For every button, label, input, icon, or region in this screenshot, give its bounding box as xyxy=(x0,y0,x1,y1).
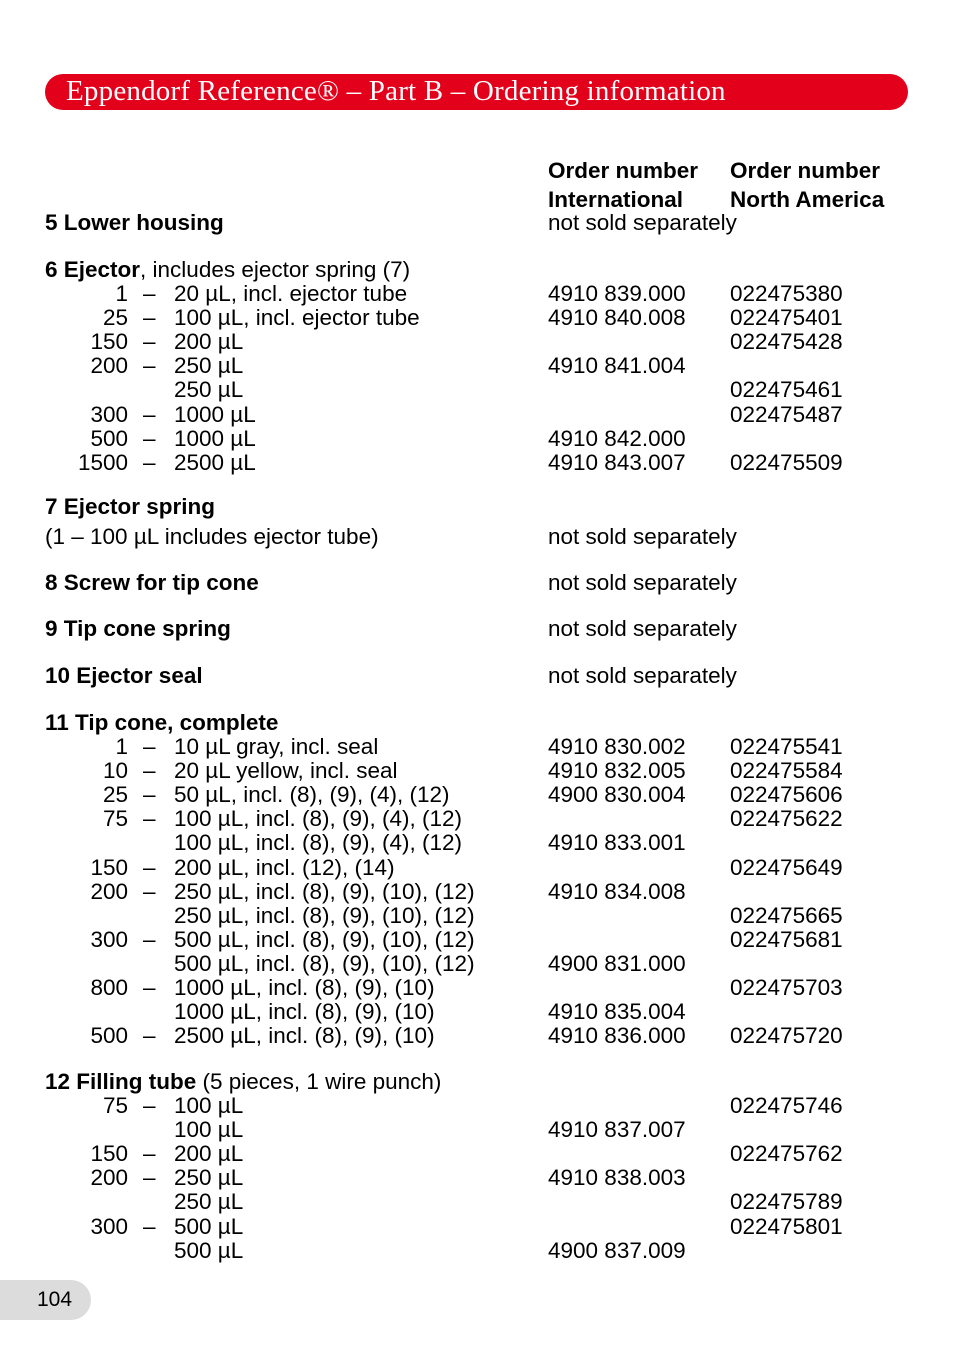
volume-from: 1 xyxy=(115,281,128,306)
table-row xyxy=(0,1239,954,1263)
section-title-text: 12 Filling tube xyxy=(45,1069,197,1094)
volume-from: 1 xyxy=(115,734,128,759)
section-note: , includes ejector spring (7) xyxy=(140,257,411,282)
table-row xyxy=(0,427,954,451)
part-description: 500 µL, incl. (8), (9), (10), (12) xyxy=(174,951,475,976)
availability-text: not sold separately xyxy=(548,616,737,641)
range-dash: – xyxy=(143,1141,156,1166)
availability-text: not sold separately xyxy=(548,524,737,549)
volume-from: 200 xyxy=(90,1165,128,1190)
section-title-row xyxy=(0,711,954,735)
order-number-international: 4910 843.007 xyxy=(548,450,686,475)
part-description: 250 µL xyxy=(174,377,244,402)
order-number-north-america: 022475703 xyxy=(730,975,843,1000)
volume-from: 500 xyxy=(90,1023,128,1048)
table-row xyxy=(0,1142,954,1166)
volume-from: 500 xyxy=(90,426,128,451)
table-row xyxy=(0,880,954,904)
table-row xyxy=(0,1166,954,1190)
column-header-line: Order number xyxy=(548,158,699,183)
order-number-international: 4910 839.000 xyxy=(548,281,686,306)
availability-text: not sold separately xyxy=(548,210,737,235)
range-dash: – xyxy=(143,782,156,807)
page-number: 104 xyxy=(37,1288,73,1311)
table-row xyxy=(0,354,954,378)
part-description: 1000 µL xyxy=(174,402,256,427)
volume-from: 300 xyxy=(90,1214,128,1239)
table-row xyxy=(0,904,954,928)
part-description: 100 µL, incl. (8), (9), (4), (12) xyxy=(174,806,463,831)
part-description: 250 µL xyxy=(174,1189,244,1214)
part-description: 10 µL gray, incl. seal xyxy=(174,734,379,759)
table-row xyxy=(0,783,954,807)
order-number-north-america: 022475584 xyxy=(730,758,843,783)
part-description: 50 µL, incl. (8), (9), (4), (12) xyxy=(174,782,450,807)
availability-row xyxy=(0,617,954,641)
volume-from: 75 xyxy=(102,1093,128,1118)
volume-from: 200 xyxy=(90,353,128,378)
availability-row xyxy=(0,664,954,688)
availability-row xyxy=(0,211,954,235)
order-number-north-america: 022475541 xyxy=(730,734,843,759)
part-description: 500 µL xyxy=(174,1214,244,1239)
table-row xyxy=(0,451,954,475)
range-dash: – xyxy=(143,426,156,451)
table-row xyxy=(0,1094,954,1118)
order-number-north-america: 022475461 xyxy=(730,377,843,402)
order-number-international: 4910 834.008 xyxy=(548,879,686,904)
range-dash: – xyxy=(143,1093,156,1118)
part-description: 200 µL xyxy=(174,1141,244,1166)
availability-text: not sold separately xyxy=(548,663,737,688)
volume-from: 300 xyxy=(90,402,128,427)
part-description: 20 µL yellow, incl. seal xyxy=(174,758,398,783)
order-number-international: 4900 831.000 xyxy=(548,951,686,976)
section-subtitle: (1 – 100 µL includes ejector tube) xyxy=(45,524,379,549)
table-row xyxy=(0,831,954,855)
volume-from: 800 xyxy=(90,975,128,1000)
volume-from: 150 xyxy=(90,1141,128,1166)
volume-from: 300 xyxy=(90,927,128,952)
order-number-international: 4910 835.004 xyxy=(548,999,686,1024)
table-row xyxy=(0,306,954,330)
section-title-text: 8 Screw for tip cone xyxy=(45,570,259,595)
table-row xyxy=(0,1118,954,1142)
availability-row xyxy=(0,571,954,595)
column-header-international xyxy=(548,156,698,214)
range-dash: – xyxy=(143,450,156,475)
order-number-north-america: 022475380 xyxy=(730,281,843,306)
page-title: Eppendorf Reference® – Part B – Ordering information xyxy=(66,75,726,107)
section-title xyxy=(45,711,278,735)
column-header-line: International xyxy=(548,187,684,212)
range-dash: – xyxy=(143,879,156,904)
section-title-text: 6 Ejector xyxy=(45,257,141,282)
page-number-badge xyxy=(0,1280,91,1320)
table-row xyxy=(0,759,954,783)
table-row xyxy=(0,1215,954,1239)
part-description: 250 µL, incl. (8), (9), (10), (12) xyxy=(174,903,475,928)
order-number-north-america: 022475801 xyxy=(730,1214,843,1239)
range-dash: – xyxy=(143,329,156,354)
table-row xyxy=(0,378,954,402)
part-description: 500 µL, incl. (8), (9), (10), (12) xyxy=(174,927,475,952)
order-number-north-america: 022475720 xyxy=(730,1023,843,1048)
range-dash: – xyxy=(143,353,156,378)
volume-from: 150 xyxy=(90,329,128,354)
order-number-north-america: 022475746 xyxy=(730,1093,843,1118)
table-row xyxy=(0,856,954,880)
section-title-row xyxy=(0,258,954,282)
section-title-text: 11 Tip cone, complete xyxy=(45,710,279,735)
section-title xyxy=(45,495,215,519)
table-row xyxy=(0,807,954,831)
range-dash: – xyxy=(143,734,156,759)
part-description: 1000 µL, incl. (8), (9), (10) xyxy=(174,999,435,1024)
order-number-north-america: 022475681 xyxy=(730,927,843,952)
section-note: (5 pieces, 1 wire punch) xyxy=(196,1069,442,1094)
table-row xyxy=(0,1000,954,1024)
order-number-north-america: 022475789 xyxy=(730,1189,843,1214)
order-number-north-america: 022475622 xyxy=(730,806,843,831)
order-number-international: 4910 841.004 xyxy=(548,353,686,378)
volume-from: 10 xyxy=(102,758,128,783)
order-number-north-america: 022475428 xyxy=(730,329,843,354)
order-number-north-america: 022475762 xyxy=(730,1141,843,1166)
order-number-international: 4910 840.008 xyxy=(548,305,686,330)
title-banner xyxy=(45,74,908,110)
range-dash: – xyxy=(143,1214,156,1239)
volume-from: 25 xyxy=(102,305,128,330)
range-dash: – xyxy=(143,758,156,783)
section-title-row xyxy=(0,1070,954,1094)
part-description: 1000 µL, incl. (8), (9), (10) xyxy=(174,975,435,1000)
range-dash: – xyxy=(143,281,156,306)
part-description: 2500 µL xyxy=(174,450,256,475)
volume-from: 25 xyxy=(102,782,128,807)
order-number-north-america: 022475401 xyxy=(730,305,843,330)
range-dash: – xyxy=(143,975,156,1000)
table-row xyxy=(0,976,954,1000)
range-dash: – xyxy=(143,1165,156,1190)
availability-row xyxy=(0,525,954,549)
order-number-north-america: 022475487 xyxy=(730,402,843,427)
section-title-row xyxy=(0,495,954,519)
range-dash: – xyxy=(143,806,156,831)
section-title-text: 5 Lower housing xyxy=(45,210,224,235)
part-description: 100 µL xyxy=(174,1117,244,1142)
order-number-international: 4910 837.007 xyxy=(548,1117,686,1142)
volume-from: 200 xyxy=(90,879,128,904)
range-dash: – xyxy=(143,927,156,952)
section-title-text: 9 Tip cone spring xyxy=(45,616,231,641)
table-row xyxy=(0,735,954,759)
table-row xyxy=(0,1024,954,1048)
section-title xyxy=(45,1070,441,1094)
part-description: 100 µL, incl. (8), (9), (4), (12) xyxy=(174,830,463,855)
table-row xyxy=(0,330,954,354)
order-number-international: 4910 830.002 xyxy=(548,734,686,759)
order-number-north-america: 022475665 xyxy=(730,903,843,928)
volume-from: 75 xyxy=(102,806,128,831)
section-title xyxy=(45,258,410,282)
part-description: 500 µL xyxy=(174,1238,244,1263)
order-number-north-america: 022475606 xyxy=(730,782,843,807)
availability-text: not sold separately xyxy=(548,570,737,595)
part-description: 2500 µL, incl. (8), (9), (10) xyxy=(174,1023,435,1048)
part-description: 200 µL xyxy=(174,329,244,354)
table-row xyxy=(0,1190,954,1214)
table-row xyxy=(0,928,954,952)
section-title-text: 10 Ejector seal xyxy=(45,663,203,688)
part-description: 1000 µL xyxy=(174,426,256,451)
volume-from: 150 xyxy=(90,855,128,880)
table-row xyxy=(0,403,954,427)
column-header-north-america xyxy=(730,156,884,214)
part-description: 100 µL, incl. ejector tube xyxy=(174,305,420,330)
order-number-international: 4910 838.003 xyxy=(548,1165,686,1190)
table-row xyxy=(0,282,954,306)
order-number-north-america: 022475509 xyxy=(730,450,843,475)
section-title-text: 7 Ejector spring xyxy=(45,494,216,519)
part-description: 250 µL xyxy=(174,353,244,378)
range-dash: – xyxy=(143,402,156,427)
volume-from: 1500 xyxy=(77,450,128,475)
part-description: 20 µL, incl. ejector tube xyxy=(174,281,408,306)
range-dash: – xyxy=(143,305,156,330)
order-number-international: 4910 842.000 xyxy=(548,426,686,451)
part-description: 250 µL, incl. (8), (9), (10), (12) xyxy=(174,879,475,904)
range-dash: – xyxy=(143,1023,156,1048)
part-description: 250 µL xyxy=(174,1165,244,1190)
order-number-international: 4900 830.004 xyxy=(548,782,686,807)
order-number-international: 4910 832.005 xyxy=(548,758,686,783)
table-row xyxy=(0,952,954,976)
column-header-line: Order number xyxy=(730,158,881,183)
order-number-international: 4910 836.000 xyxy=(548,1023,686,1048)
order-number-north-america: 022475649 xyxy=(730,855,843,880)
order-number-international: 4910 833.001 xyxy=(548,830,686,855)
range-dash: – xyxy=(143,855,156,880)
column-header-line: North America xyxy=(730,187,885,212)
part-description: 100 µL xyxy=(174,1093,244,1118)
order-number-international: 4900 837.009 xyxy=(548,1238,686,1263)
part-description: 200 µL, incl. (12), (14) xyxy=(174,855,395,880)
